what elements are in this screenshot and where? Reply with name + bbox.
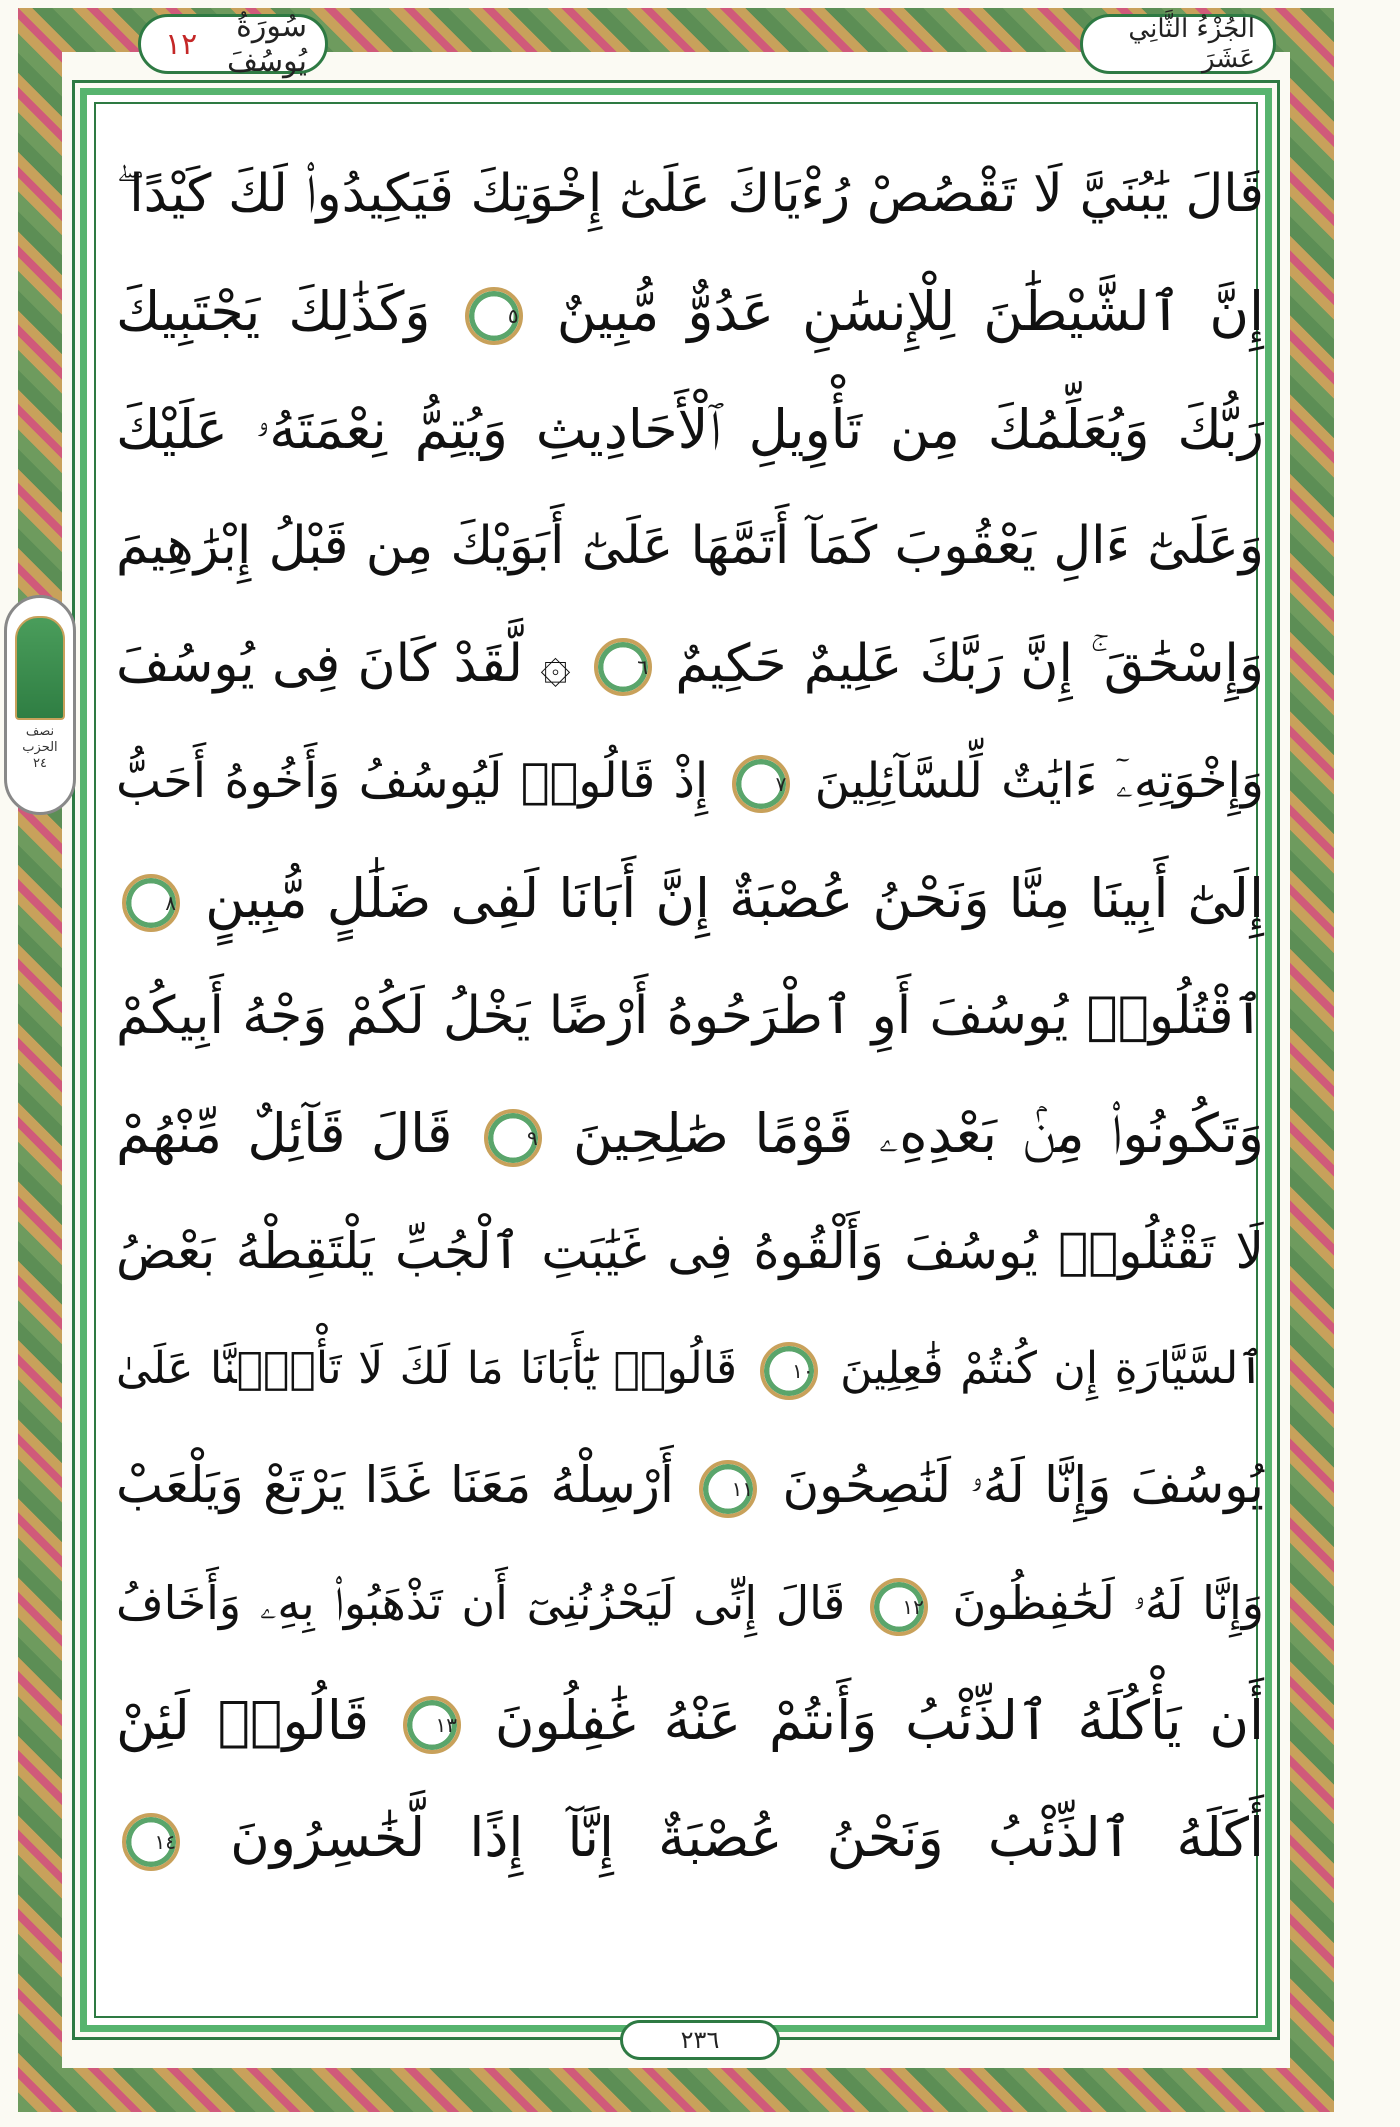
ayah-number-marker: ٩ [484,1109,542,1167]
line-text: إِنَّ ٱلشَّيْطَٰنَ لِلْإِنسَٰنِ عَدُوٌّ مُّبِينٌ [556,280,1264,344]
surah-title-cartouche [138,9,328,79]
hizb-label [22,724,57,772]
line-text-continued: قَالَ قَآئِلٌ مِّنْهُمْ [116,1102,453,1166]
hizb-label-3: ٢٤ [33,756,47,771]
line-text-continued: إِذْ قَالُوا۟ لَيُوسُفُ وَأَخُوهُ أَحَبُّ [116,752,709,809]
line-text: أَن يَأْكُلَهُ ٱلذِّئْبُ وَأَنتُمْ عَنْهُ غَٰفِلُونَ [494,1689,1264,1753]
text-line [110,253,1270,370]
text-line [110,136,1270,253]
line-text: وَإِسْحَٰقَ ۚ إِنَّ رَبَّكَ عَلِيمٌ حَكِيمٌ [675,633,1264,694]
quran-text [110,136,1270,1897]
text-line [110,1310,1270,1427]
line-text: رَبُّكَ وَيُعَلِّمُكَ مِن تَأْوِيلِ ٱلْأَحَادِيثِ وَيُتِمُّ نِعْمَتَهُۥ عَلَيْكَ [116,397,1264,461]
line-text: ٱقْتُلُوا۟ يُوسُفَ أَوِ ٱطْرَحُوهُ أَرْضًا يَخْلُ لَكُمْ وَجْهُ أَبِيكُمْ [116,985,1264,1046]
hizb-label-2: الحزب [22,740,58,755]
line-text: وَإِخْوَتِهِۦٓ ءَايَٰتٌ لِّلسَّآئِلِينَ [814,752,1264,809]
line-text-continued: قَالُوا۟ يَٰٓأَبَانَا مَا لَكَ لَا تَأْمَ۫نَّا عَلَىٰ [116,1342,738,1394]
line-text: وَإِنَّا لَهُۥ لَحَٰفِظُونَ [952,1575,1264,1630]
line-text: ٱلسَّيَّارَةِ إِن كُنتُمْ فَٰعِلِينَ [840,1342,1265,1394]
line-text: إِلَىٰٓ أَبِينَا مِنَّا وَنَحْنُ عُصْبَةٌ إِنَّ أَبَانَا لَفِى ضَلَٰلٍ مُّبِينٍ [205,867,1264,931]
hizb-arch-icon [15,616,65,720]
hizb-marker [4,595,76,815]
juz-title-cartouche [1080,14,1276,74]
hizb-label-1: نصف [25,724,55,739]
juz-name: الجُزْءُ الثَّانِي عَشَرَ [1128,14,1255,74]
line-text: وَعَلَىٰٓ ءَالِ يَعْقُوبَ كَمَآ أَتَمَّهَا عَلَىٰٓ أَبَوَيْكَ مِن قَبْلُ إِبْرَٰهِيمَ [116,516,1264,577]
text-line [110,371,1270,488]
ayah-number-marker: ١٤ [122,1813,180,1871]
text-line [110,606,1270,723]
line-text: وَتَكُونُوا۟ مِنۢ بَعْدِهِۦ قَوْمًا صَٰلِحِينَ [573,1102,1264,1166]
text-line [110,958,1270,1075]
ayah-number-marker: ٦ [594,638,652,696]
ayah-number-marker: ٥ [465,287,523,345]
line-text: قَالَ يَٰبُنَيَّ لَا تَقْصُصْ رُءْيَاكَ عَلَىٰٓ إِخْوَتِكَ فَيَكِيدُوا۟ لَكَ كَيْدًا ۖ [116,164,1264,224]
ayah-number-marker: ١٣ [403,1696,461,1754]
line-text: أَكَلَهُ ٱلذِّئْبُ وَنَحْنُ عُصْبَةٌ إِنَّآ إِذًا لَّخَٰسِرُونَ [230,1806,1264,1870]
ayah-number-marker: ١٠ [760,1342,818,1400]
ayah-number-marker: ١٢ [870,1578,928,1636]
line-text-continued: ۞ لَّقَدْ كَانَ فِى يُوسُفَ [116,633,571,694]
line-text-continued: قَالُوا۟ لَئِنْ [116,1689,370,1753]
text-line [110,1545,1270,1662]
text-line [110,1427,1270,1544]
page-number: ٢٣٦ [620,2020,780,2060]
line-text-continued: قَالَ إِنِّى لَيَحْزُنُنِىٓ أَن تَذْهَبُوا۟ بِهِۦ وَأَخَافُ [116,1575,846,1630]
text-line [110,1779,1270,1896]
line-text-continued: وَكَذَٰلِكَ يَجْتَبِيكَ [116,280,431,344]
surah-number: ١٢ [165,26,198,62]
text-line [110,723,1270,840]
text-line [110,840,1270,957]
text-line [110,488,1270,605]
line-text: لَا تَقْتُلُوا۟ يُوسُفَ وَأَلْقُوهُ فِى غَيَٰبَتِ ٱلْجُبِّ يَلْتَقِطْهُ بَعْضُ [116,1221,1264,1280]
ayah-number-marker: ٨ [122,874,180,932]
line-text-continued: أَرْسِلْهُ مَعَنَا غَدًا يَرْتَعْ وَيَلْعَبْ [116,1456,674,1515]
text-line [110,1662,1270,1779]
ayah-number-marker: ٧ [732,755,790,813]
ayah-number-marker: ١١ [699,1460,757,1518]
text-line [110,1193,1270,1310]
surah-name: سُورَةُ يُوسُفَ [226,9,307,79]
line-text: يُوسُفَ وَإِنَّا لَهُۥ لَنَٰصِحُونَ [782,1456,1264,1515]
text-line [110,1075,1270,1192]
